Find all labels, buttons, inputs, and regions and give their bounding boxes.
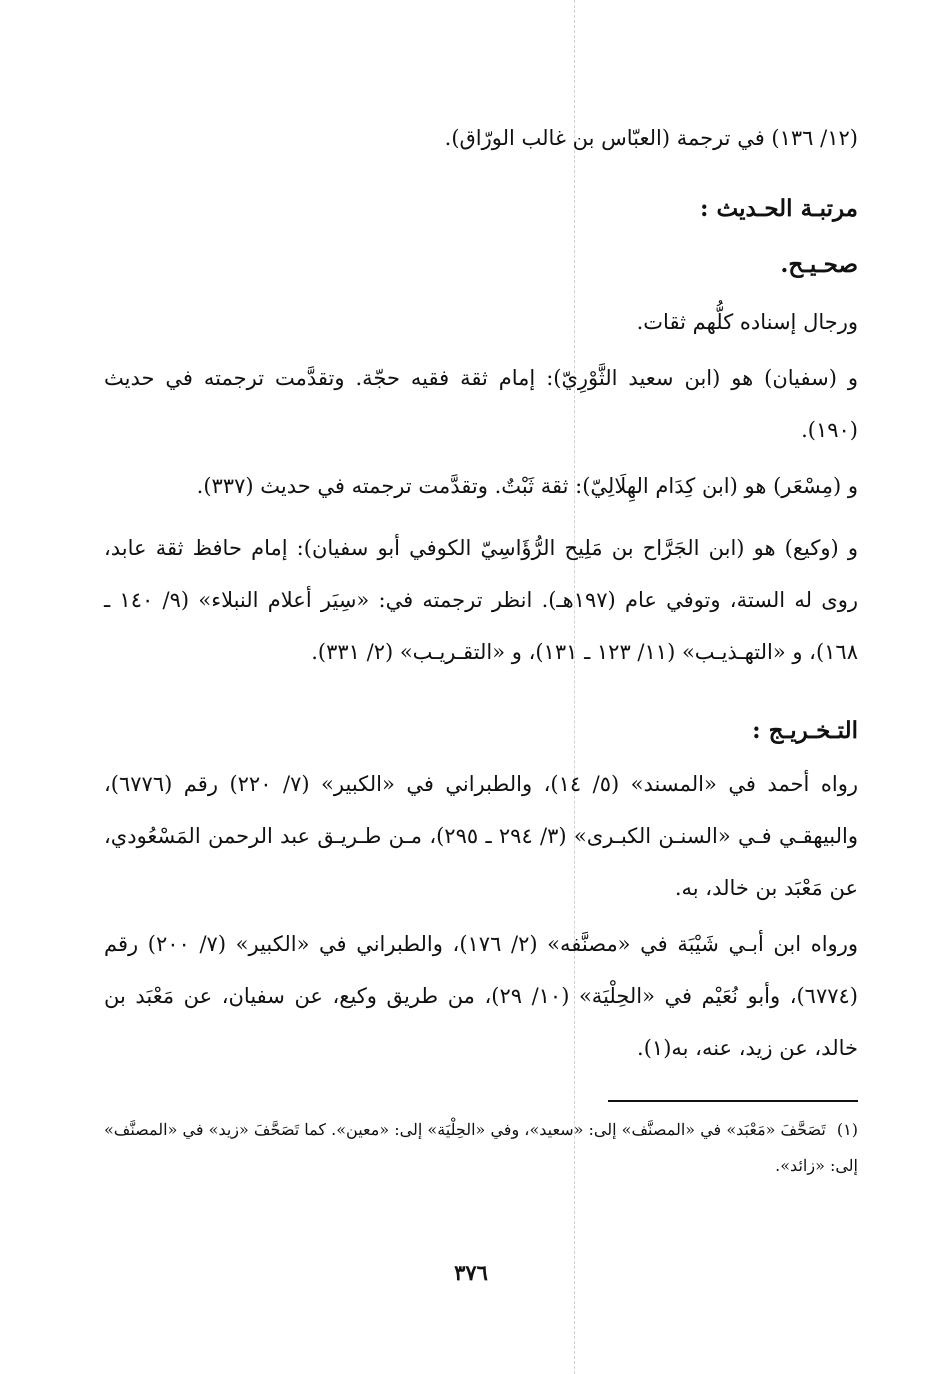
footnote-text: تَصَحَّفَ «مَعْبَد» في «المصنَّف» إلى: «سعيد»، وفي «الحِلْيَة» إلى: «معين». كما تَصَحَّفَ «زيد» في «المصنَّف» إلى: «زائد». [104,1120,858,1175]
narrator-misar: و (مِسْعَر) هو (ابن كِدَام الهِلَالِيّ): ثقة ثَبْتٌ. وتقدَّمت ترجمته في حديث (٣٣٧). [196,474,858,498]
page-number: ٣٧٦ [454,1260,488,1285]
narrator-sufyan: و (سفيان) هو (ابن سعيد الثَّوْرِيّ): إمام ثقة فقيه حجّة. وتقدَّمت ترجمته في حديث (١٩٠). [104,366,858,442]
rank-value: صحـيـح. [780,251,858,278]
footnotes [104,1112,858,1184]
continuation-line: (١٢/ ١٣٦) في ترجمة (العبّاس بن غالب الورّاق). [444,126,858,150]
takhrij-paragraph-2: ورواه ابن أبـي شَيْبَة في «مصنَّفه» (٢/ ١٧٦)، والطبراني في «الكبير» (٧/ ٢٠٠) رقم (٦٧٧٤)، وأبو نُعَيْم في «الحِلْيَة» (١٠/ ٢٩)، من طريق وكيع، عن سفيان، عن مَعْبَد بن خالد، عن زيد، عنه، به(١). [104,932,858,1060]
narrators-intro: ورجال إسناده كلُّهم ثقات. [636,310,858,334]
footnote-separator [608,1100,858,1102]
footnote-item [104,1112,858,1184]
takhrij-heading: التـخـريـج : [752,717,858,744]
rank-heading: مرتبـة الحـديث : [700,195,858,222]
takhrij-paragraph-1: رواه أحمد في «المسند» (٥/ ١٤)، والطبراني في «الكبير» (٧/ ٢٢٠) رقم (٦٧٧٦)، والبيهقـي فـي «السنـن الكبـرى» (٣/ ٢٩٤ ـ ٢٩٥)، مـن طـريـق عبد الرحمن المَسْعُودي، عن مَعْبَد بن خالد، به. [104,772,858,900]
narrator-waki: و (وكيع) هو (ابن الجَرَّاح بن مَلِيح الرُّؤَاسِيّ الكوفي أبو سفيان): إمام حافظ ثقة عابد، روى له الستة، وتوفي عام (١٩٧هـ). انظر ترجمته في: «سِيَر أعلام النبلاء» (٩/ ١٤٠ ـ ١٦٨)، و «التهـذيـب» (١١/ ١٢٣ ـ ١٣١)، و «التقـريـب» (٢/ ٣٣١). [104,536,859,664]
footnote-marker: (١) [836,1120,859,1139]
